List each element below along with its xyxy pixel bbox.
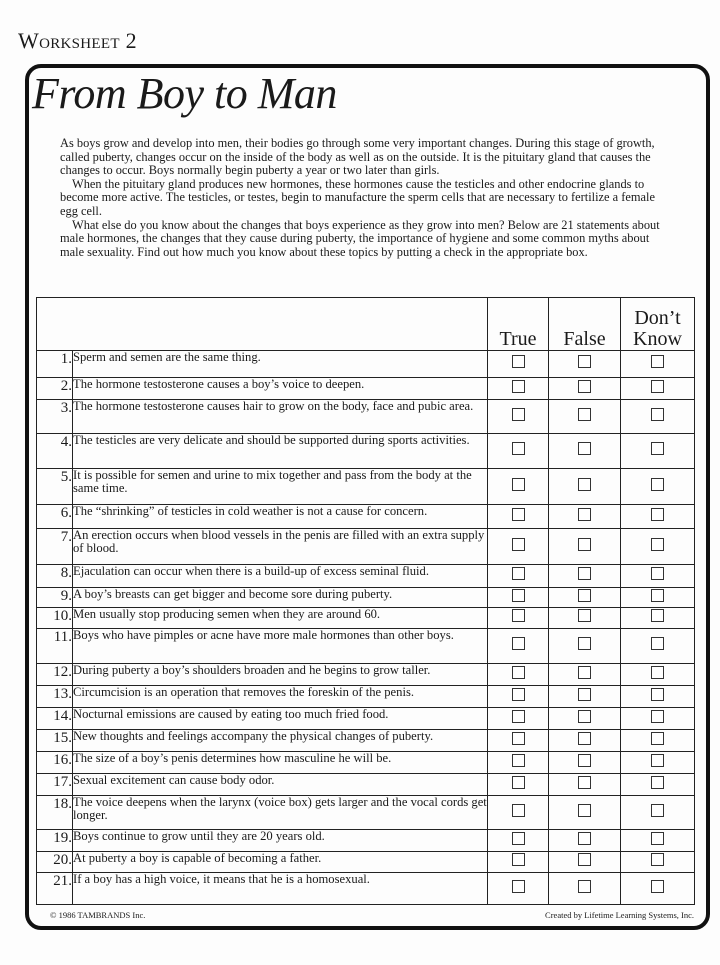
answer-cell-dont-know	[621, 664, 695, 686]
answer-cell-true	[488, 830, 549, 852]
statement-number: 8.	[37, 565, 73, 588]
statement-number: 17.	[37, 774, 73, 796]
statement-number: 11.	[37, 629, 73, 664]
answer-cell-true	[488, 774, 549, 796]
checkbox-dont-know[interactable]	[651, 732, 664, 745]
statement-number: 18.	[37, 796, 73, 830]
table-row	[37, 434, 695, 469]
answer-cell-dont-know	[621, 588, 695, 608]
table-row	[37, 830, 695, 852]
statement-text: Nocturnal emissions are caused by eating too much fried food.	[73, 708, 488, 730]
checkbox-true[interactable]	[512, 804, 525, 817]
answer-cell-dont-know	[621, 378, 695, 400]
table-row	[37, 378, 695, 400]
checkbox-true[interactable]	[512, 355, 525, 368]
answer-cell-dont-know	[621, 351, 695, 378]
answer-cell-dont-know	[621, 505, 695, 529]
intro-paragraph: As boys grow and develop into men, their bodies go through some very important changes. During this stage of growth, called puberty, changes occur on the inside of the body as well as on the outside. It is the pituitary gland that causes the changes to occur. Boys normally begin puberty a year or two later than girls.	[60, 136, 655, 178]
statement-text: Boys continue to grow until they are 20 years old.	[73, 830, 488, 852]
answer-cell-dont-know	[621, 529, 695, 565]
answer-cell-true	[488, 434, 549, 469]
answer-cell-dont-know	[621, 708, 695, 730]
answer-cell-false	[549, 351, 621, 378]
answer-cell-true	[488, 730, 549, 752]
column-header-true: True	[488, 298, 549, 351]
answer-cell-false	[549, 664, 621, 686]
statement-text: During puberty a boy’s shoulders broaden and he begins to grow taller.	[73, 664, 488, 686]
answer-cell-dont-know	[621, 629, 695, 664]
checkbox-dont-know[interactable]	[651, 776, 664, 789]
answer-cell-false	[549, 730, 621, 752]
answer-cell-true	[488, 852, 549, 873]
statement-number: 9.	[37, 588, 73, 608]
answer-cell-dont-know	[621, 565, 695, 588]
statement-text: New thoughts and feelings accompany the physical changes of puberty.	[73, 730, 488, 752]
answer-cell-true	[488, 529, 549, 565]
table-row	[37, 664, 695, 686]
creator-credit: Created by Lifetime Learning Systems, Inc.	[545, 910, 694, 920]
statement-text: The hormone testosterone causes a boy’s voice to deepen.	[73, 378, 488, 400]
answer-cell-true	[488, 608, 549, 629]
checkbox-false[interactable]	[578, 688, 591, 701]
statement-number: 19.	[37, 830, 73, 852]
answer-cell-false	[549, 529, 621, 565]
statement-text: The hormone testosterone causes hair to grow on the body, face and pubic area.	[73, 400, 488, 434]
checkbox-true[interactable]	[512, 666, 525, 679]
table-row	[37, 730, 695, 752]
table-row	[37, 852, 695, 873]
copyright-notice: © 1986 TAMBRANDS Inc.	[50, 910, 146, 920]
quiz-header-row	[37, 298, 695, 351]
statement-text: Sexual excitement can cause body odor.	[73, 774, 488, 796]
checkbox-false[interactable]	[578, 710, 591, 723]
statement-text: Ejaculation can occur when there is a build-up of excess seminal fluid.	[73, 565, 488, 588]
statement-text: At puberty a boy is capable of becoming a father.	[73, 852, 488, 873]
checkbox-true[interactable]	[512, 380, 525, 393]
table-row	[37, 505, 695, 529]
worksheet-label: Worksheet 2	[18, 28, 137, 53]
statement-text: Sperm and semen are the same thing.	[73, 351, 488, 378]
checkbox-dont-know[interactable]	[651, 688, 664, 701]
statement-number: 2.	[37, 378, 73, 400]
checkbox-false[interactable]	[578, 832, 591, 845]
statement-text: Circumcision is an operation that removes the foreskin of the penis.	[73, 686, 488, 708]
checkbox-true[interactable]	[512, 478, 525, 491]
checkbox-true[interactable]	[512, 637, 525, 650]
answer-cell-true	[488, 400, 549, 434]
checkbox-false[interactable]	[578, 508, 591, 521]
checkbox-false[interactable]	[578, 478, 591, 491]
quiz-table	[36, 297, 695, 905]
answer-cell-false	[549, 752, 621, 774]
page-title: From Boy to Man	[32, 69, 337, 118]
checkbox-dont-know[interactable]	[651, 538, 664, 551]
statement-text: The voice deepens when the larynx (voice box) gets larger and the vocal cords get longer.	[73, 796, 488, 830]
checkbox-false[interactable]	[578, 880, 591, 893]
answer-cell-false	[549, 629, 621, 664]
checkbox-false[interactable]	[578, 732, 591, 745]
statement-number: 14.	[37, 708, 73, 730]
answer-cell-false	[549, 608, 621, 629]
checkbox-false[interactable]	[578, 408, 591, 421]
answer-cell-false	[549, 686, 621, 708]
checkbox-false[interactable]	[578, 538, 591, 551]
statement-number: 20.	[37, 852, 73, 873]
checkbox-dont-know[interactable]	[651, 804, 664, 817]
table-row	[37, 752, 695, 774]
checkbox-true[interactable]	[512, 589, 525, 602]
intro-paragraph: When the pituitary gland produces new hormones, these hormones cause the testicles and other endocrine glands to become more active. The testicles, or testes, begin to manufacture the sperm cells that are necessary to fertilize a female egg cell.	[60, 176, 655, 218]
answer-cell-false	[549, 873, 621, 905]
answer-cell-false	[549, 469, 621, 505]
checkbox-dont-know[interactable]	[651, 508, 664, 521]
statement-number: 6.	[37, 505, 73, 529]
checkbox-false[interactable]	[578, 589, 591, 602]
answer-cell-dont-know	[621, 873, 695, 905]
answer-cell-true	[488, 378, 549, 400]
answer-cell-false	[549, 796, 621, 830]
table-row	[37, 629, 695, 664]
checkbox-true[interactable]	[512, 880, 525, 893]
answer-cell-false	[549, 378, 621, 400]
checkbox-false[interactable]	[578, 853, 591, 866]
column-header-false: False	[549, 298, 621, 351]
checkbox-dont-know[interactable]	[651, 478, 664, 491]
checkbox-false[interactable]	[578, 355, 591, 368]
answer-cell-true	[488, 708, 549, 730]
answer-cell-dont-know	[621, 852, 695, 873]
statement-text: If a boy has a high voice, it means that he is a homosexual.	[73, 873, 488, 905]
answer-cell-true	[488, 629, 549, 664]
checkbox-false[interactable]	[578, 442, 591, 455]
checkbox-false[interactable]	[578, 754, 591, 767]
table-row	[37, 469, 695, 505]
statement-text: The “shrinking” of testicles in cold weather is not a cause for concern.	[73, 505, 488, 529]
answer-cell-true	[488, 752, 549, 774]
checkbox-true[interactable]	[512, 710, 525, 723]
table-row	[37, 774, 695, 796]
checkbox-true[interactable]	[512, 538, 525, 551]
statement-number: 15.	[37, 730, 73, 752]
answer-cell-false	[549, 588, 621, 608]
checkbox-true[interactable]	[512, 442, 525, 455]
checkbox-false[interactable]	[578, 776, 591, 789]
checkbox-false[interactable]	[578, 380, 591, 393]
answer-cell-true	[488, 686, 549, 708]
answer-cell-dont-know	[621, 686, 695, 708]
answer-cell-dont-know	[621, 774, 695, 796]
answer-cell-false	[549, 830, 621, 852]
checkbox-true[interactable]	[512, 688, 525, 701]
statement-number: 4.	[37, 434, 73, 469]
statement-text: The testicles are very delicate and should be supported during sports activities.	[73, 434, 488, 469]
answer-cell-dont-know	[621, 469, 695, 505]
answer-cell-dont-know	[621, 730, 695, 752]
table-row	[37, 686, 695, 708]
answer-cell-dont-know	[621, 434, 695, 469]
answer-cell-false	[549, 852, 621, 873]
checkbox-dont-know[interactable]	[651, 408, 664, 421]
checkbox-dont-know[interactable]	[651, 589, 664, 602]
statement-number: 21.	[37, 873, 73, 905]
checkbox-dont-know[interactable]	[651, 880, 664, 893]
answer-cell-true	[488, 351, 549, 378]
checkbox-dont-know[interactable]	[651, 832, 664, 845]
answer-cell-false	[549, 434, 621, 469]
table-row	[37, 565, 695, 588]
table-row	[37, 529, 695, 565]
statement-number: 10.	[37, 608, 73, 629]
checkbox-true[interactable]	[512, 732, 525, 745]
statement-header	[37, 298, 488, 351]
checkbox-true[interactable]	[512, 508, 525, 521]
statement-number: 12.	[37, 664, 73, 686]
table-row	[37, 796, 695, 830]
answer-cell-dont-know	[621, 400, 695, 434]
statement-number: 1.	[37, 351, 73, 378]
statement-number: 13.	[37, 686, 73, 708]
checkbox-true[interactable]	[512, 832, 525, 845]
intro-text	[60, 137, 660, 259]
checkbox-dont-know[interactable]	[651, 355, 664, 368]
checkbox-false[interactable]	[578, 637, 591, 650]
checkbox-dont-know[interactable]	[651, 380, 664, 393]
table-row	[37, 708, 695, 730]
table-row	[37, 351, 695, 378]
answer-cell-dont-know	[621, 608, 695, 629]
intro-paragraph: What else do you know about the changes that boys experience as they grow into men? Below are 21 statements about male hormones, the changes that they cause during puberty, the importance of hygiene and some common myths about male sexuality. Find out how much you know about these topics by putting a check in the appropriate box.	[60, 217, 660, 259]
checkbox-false[interactable]	[578, 609, 591, 622]
answer-cell-true	[488, 588, 549, 608]
statement-text: It is possible for semen and urine to mix together and pass from the body at the same time.	[73, 469, 488, 505]
statement-text: An erection occurs when blood vessels in the penis are filled with an extra supply of blood.	[73, 529, 488, 565]
checkbox-dont-know[interactable]	[651, 666, 664, 679]
checkbox-false[interactable]	[578, 567, 591, 580]
statement-text: Men usually stop producing semen when they are around 60.	[73, 608, 488, 629]
answer-cell-true	[488, 505, 549, 529]
checkbox-dont-know[interactable]	[651, 609, 664, 622]
checkbox-true[interactable]	[512, 776, 525, 789]
answer-cell-true	[488, 469, 549, 505]
checkbox-dont-know[interactable]	[651, 567, 664, 580]
checkbox-false[interactable]	[578, 666, 591, 679]
table-row	[37, 588, 695, 608]
checkbox-true[interactable]	[512, 567, 525, 580]
checkbox-true[interactable]	[512, 609, 525, 622]
checkbox-true[interactable]	[512, 853, 525, 866]
statement-number: 5.	[37, 469, 73, 505]
statement-number: 7.	[37, 529, 73, 565]
table-row	[37, 608, 695, 629]
statement-text: A boy’s breasts can get bigger and become sore during puberty.	[73, 588, 488, 608]
checkbox-dont-know[interactable]	[651, 637, 664, 650]
answer-cell-false	[549, 774, 621, 796]
statement-number: 16.	[37, 752, 73, 774]
statement-text: The size of a boy’s penis determines how masculine he will be.	[73, 752, 488, 774]
answer-cell-dont-know	[621, 752, 695, 774]
statement-number: 3.	[37, 400, 73, 434]
checkbox-true[interactable]	[512, 754, 525, 767]
answer-cell-true	[488, 796, 549, 830]
checkbox-dont-know[interactable]	[651, 710, 664, 723]
answer-cell-true	[488, 873, 549, 905]
answer-cell-false	[549, 400, 621, 434]
statement-text: Boys who have pimples or acne have more male hormones than other boys.	[73, 629, 488, 664]
answer-cell-dont-know	[621, 796, 695, 830]
answer-cell-false	[549, 565, 621, 588]
checkbox-dont-know[interactable]	[651, 442, 664, 455]
answer-cell-false	[549, 505, 621, 529]
column-header-dont-know: Don’t Know	[621, 298, 695, 351]
checkbox-false[interactable]	[578, 804, 591, 817]
answer-cell-false	[549, 708, 621, 730]
checkbox-true[interactable]	[512, 408, 525, 421]
answer-cell-dont-know	[621, 830, 695, 852]
table-row	[37, 873, 695, 905]
answer-cell-true	[488, 664, 549, 686]
table-row	[37, 400, 695, 434]
answer-cell-true	[488, 565, 549, 588]
checkbox-dont-know[interactable]	[651, 754, 664, 767]
checkbox-dont-know[interactable]	[651, 853, 664, 866]
